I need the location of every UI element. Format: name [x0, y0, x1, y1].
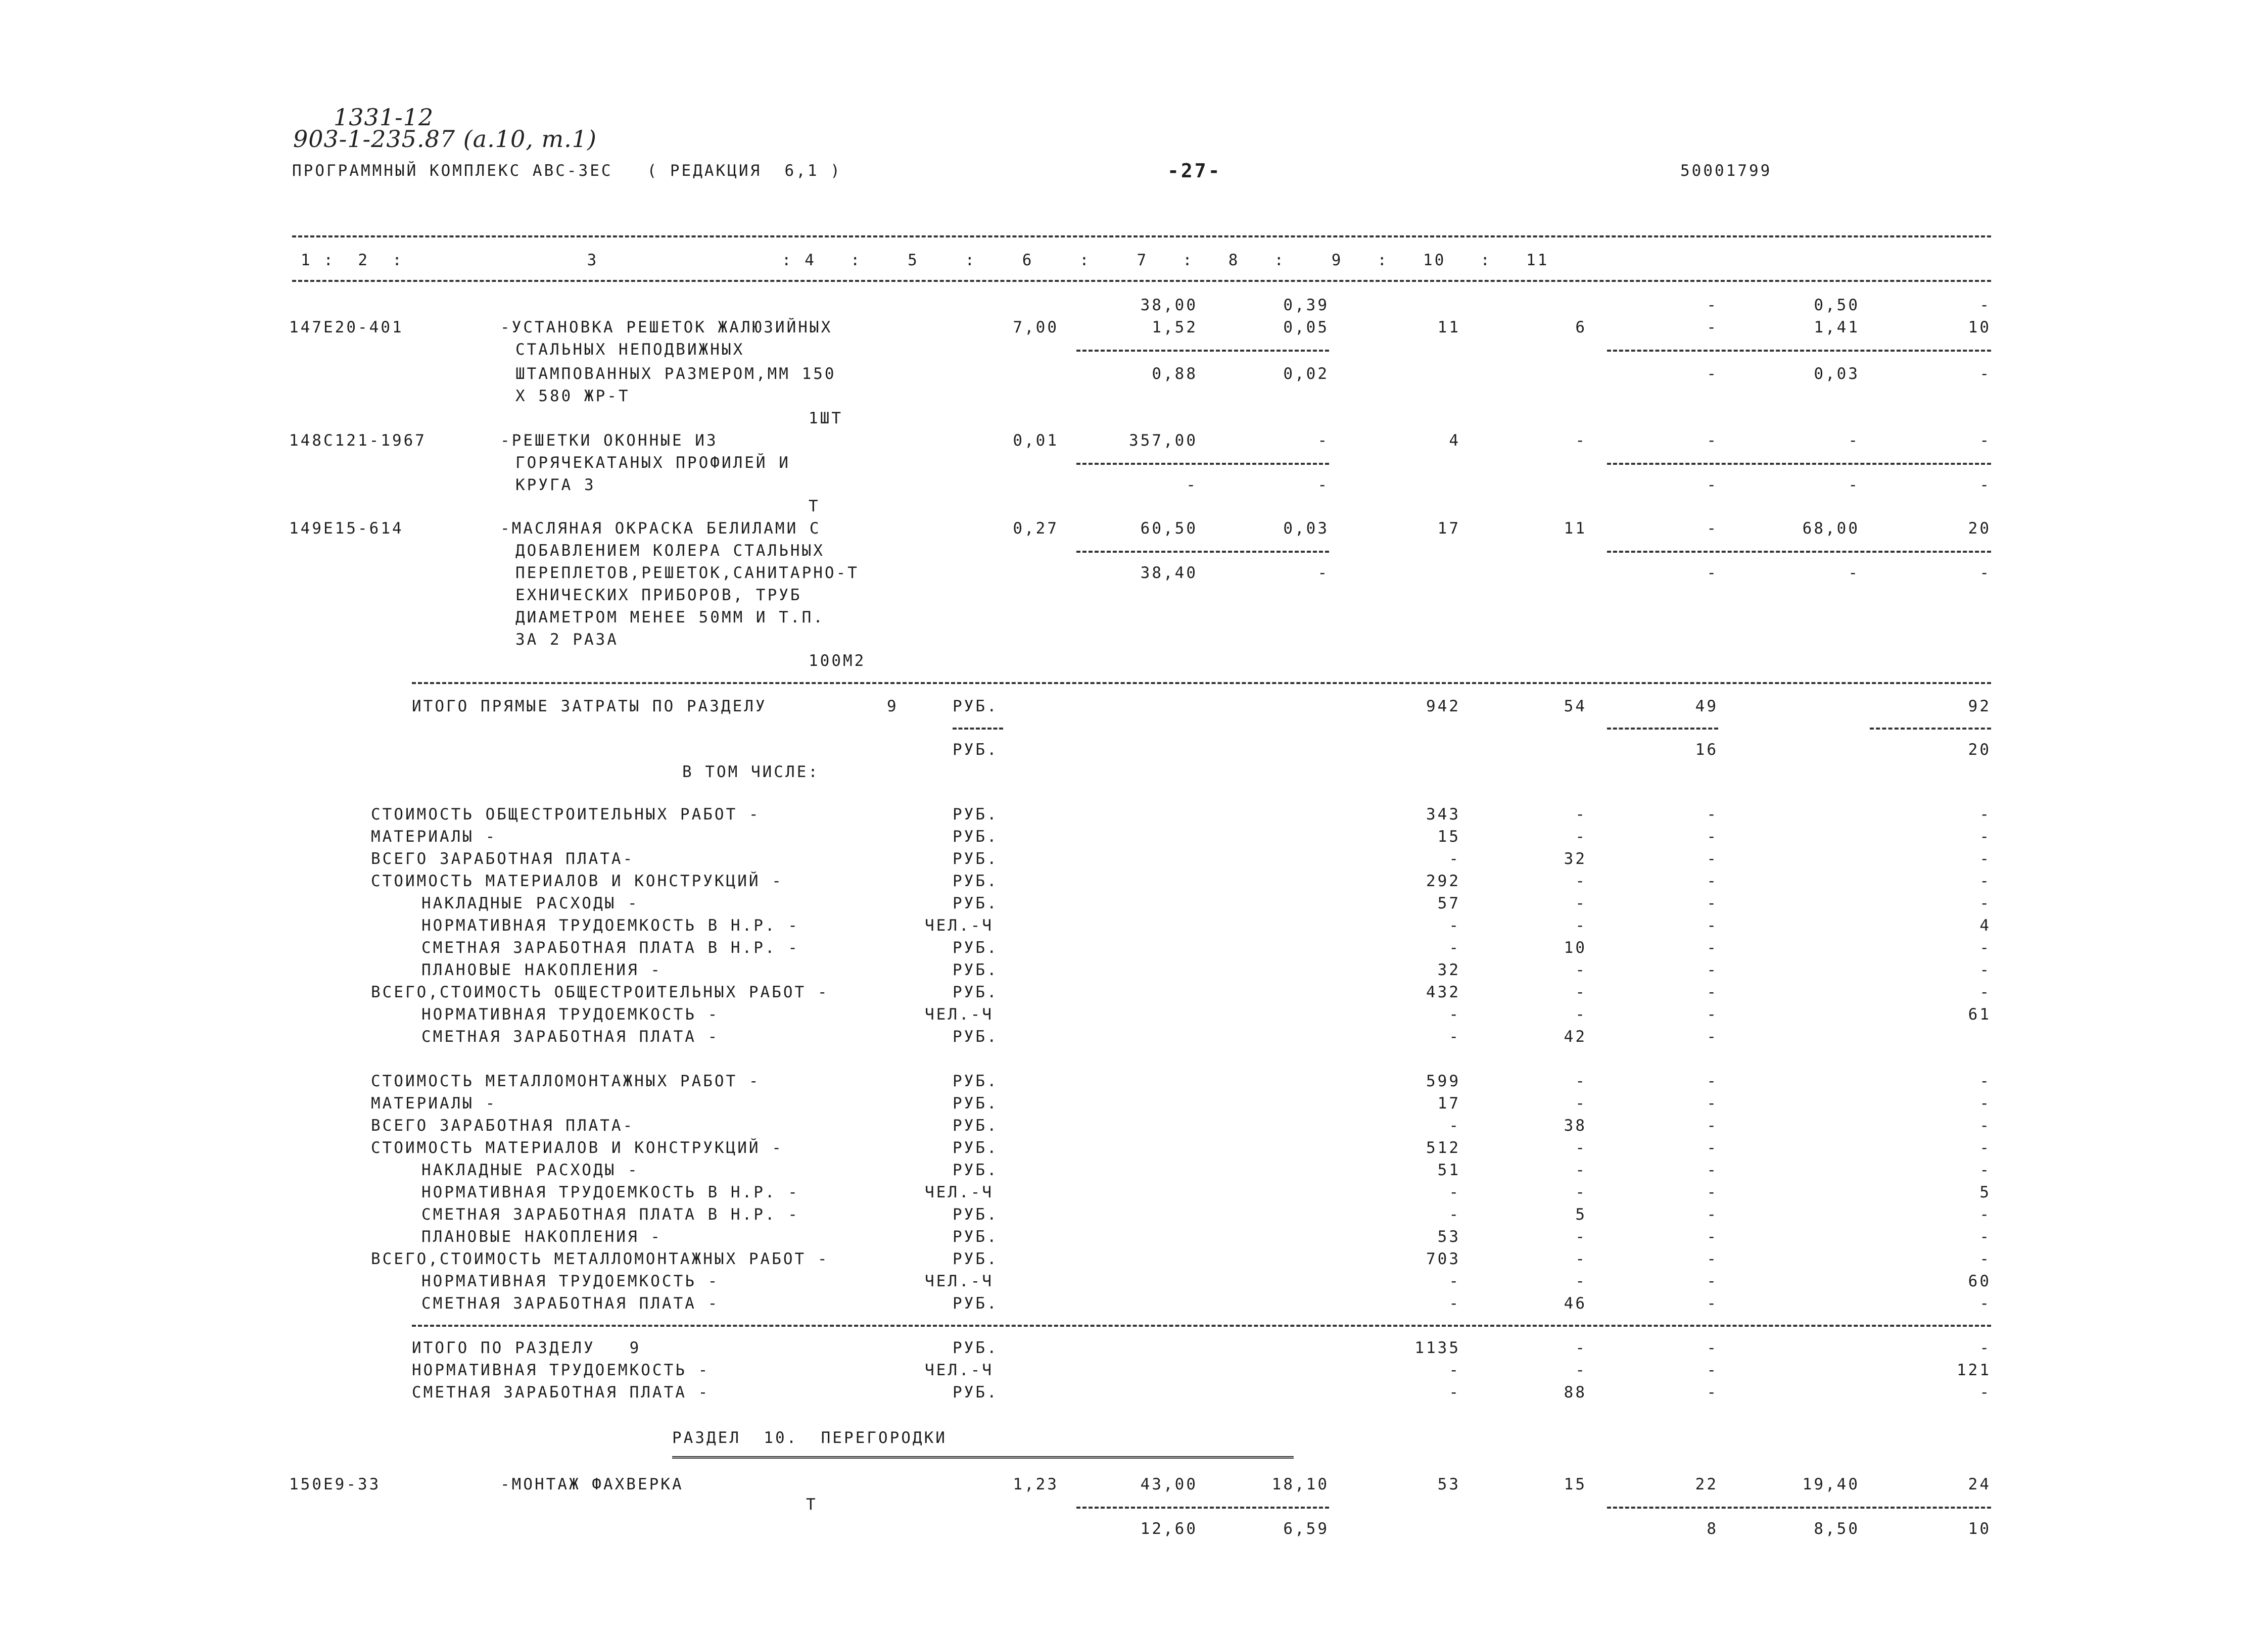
- column-header-row: 1 : 2 : 3 : 4 : 5 : 6 : 7 : 8 : 9 : 10 : 11: [301, 251, 1549, 269]
- item-name-line: КРУГА З: [515, 476, 596, 494]
- cell: -: [1707, 1139, 1718, 1157]
- row-label: НОРМАТИВНАЯ ТРУДОЕМКОСТЬ -: [421, 1005, 720, 1024]
- cell: 24: [1968, 1475, 1991, 1493]
- cell: 599: [1426, 1072, 1460, 1090]
- item-code: Е15-614: [323, 519, 404, 538]
- cell: -: [1979, 1072, 1991, 1090]
- cell: -: [1317, 564, 1329, 582]
- unit: РУБ.: [953, 983, 999, 1001]
- rule: [1076, 551, 1329, 553]
- cell: -: [1707, 1183, 1718, 1201]
- cell: 10: [1968, 318, 1991, 336]
- cell: -: [1707, 1005, 1718, 1024]
- cell: 60,50: [1140, 519, 1198, 538]
- cell: 54: [1564, 697, 1587, 715]
- cell: -: [1707, 1383, 1718, 1402]
- cell: -: [1707, 1094, 1718, 1113]
- row-label: НОРМАТИВНАЯ ТРУДОЕМКОСТЬ -: [412, 1361, 710, 1379]
- cell: -: [1575, 916, 1587, 935]
- cell: -: [1575, 894, 1587, 912]
- section-total-label: ИТОГО ПРЯМЫЕ ЗАТРАТЫ ПО РАЗДЕЛУ: [412, 697, 767, 715]
- cell: 17: [1437, 519, 1460, 538]
- cell: 19,40: [1802, 1475, 1860, 1493]
- row-label: СТОИМОСТЬ МЕТАЛЛОМОНТАЖНЫХ РАБОТ -: [371, 1072, 761, 1090]
- cell: -: [1575, 1183, 1587, 1201]
- item-name-line: ЕХНИЧЕСКИХ ПРИБОРОВ, ТРУБ: [515, 586, 802, 604]
- cell: 7,00: [1013, 318, 1059, 336]
- cell: 4: [1449, 431, 1460, 450]
- cell: -: [1707, 828, 1718, 846]
- cell: -: [1575, 1005, 1587, 1024]
- cell: -: [1449, 1183, 1460, 1201]
- cell: 0,27: [1013, 519, 1059, 538]
- item-unit: 1ШТ: [809, 409, 843, 427]
- cell: 68,00: [1802, 519, 1860, 538]
- cell: 32: [1437, 961, 1460, 979]
- item-number: 150: [289, 1475, 323, 1493]
- cell: -: [1848, 564, 1860, 582]
- cell: -: [1575, 1272, 1587, 1290]
- unit: РУБ.: [953, 1072, 999, 1090]
- cell: -: [1449, 1028, 1460, 1046]
- cell: 343: [1426, 805, 1460, 824]
- cell: 0,01: [1013, 431, 1059, 450]
- cell: -: [1707, 961, 1718, 979]
- cell: -: [1979, 1339, 1991, 1357]
- row-label: ПЛАНОВЫЕ НАКОПЛЕНИЯ -: [421, 1228, 662, 1246]
- cell: -: [1979, 1161, 1991, 1179]
- section-10-title: РАЗДЕЛ 10. ПЕРЕГОРОДКИ: [672, 1429, 947, 1447]
- row-label: СТОИМОСТЬ ОБЩЕСТРОИТЕЛЬНЫХ РАБОТ -: [371, 805, 761, 824]
- cell: -: [1979, 1205, 1991, 1224]
- cell: -: [1707, 1072, 1718, 1090]
- cell: -: [1575, 431, 1587, 450]
- cell: -: [1449, 1361, 1460, 1379]
- cell: -: [1186, 476, 1198, 494]
- cell: 11: [1437, 318, 1460, 336]
- unit: РУБ.: [953, 1139, 999, 1157]
- row-label: ВСЕГО,СТОИМОСТЬ МЕТАЛЛОМОНТАЖНЫХ РАБОТ -: [371, 1250, 829, 1268]
- cell: 92: [1968, 697, 1991, 715]
- cell: 1,52: [1152, 318, 1198, 336]
- unit: ЧЕЛ.-Ч: [925, 916, 994, 935]
- item-name-line: ЗА 2 РАЗА: [515, 631, 619, 649]
- unit: РУБ.: [953, 850, 999, 868]
- cell: 32: [1564, 850, 1587, 868]
- cell: -: [1707, 1294, 1718, 1313]
- row-label: СМЕТНАЯ ЗАРАБОТНАЯ ПЛАТА -: [421, 1294, 720, 1313]
- cell: 51: [1437, 1161, 1460, 1179]
- unit: РУБ.: [953, 741, 999, 759]
- cell: -: [1707, 872, 1718, 890]
- cell: -: [1449, 1005, 1460, 1024]
- cell: -: [1707, 1228, 1718, 1246]
- item-unit: Т: [809, 497, 820, 515]
- unit: ЧЕЛ.-Ч: [925, 1183, 994, 1201]
- cell: 0,03: [1814, 365, 1860, 383]
- unit: РУБ.: [953, 828, 999, 846]
- cell: 292: [1426, 872, 1460, 890]
- cell: 512: [1426, 1139, 1460, 1157]
- cell: -: [1449, 1383, 1460, 1402]
- cell: -: [1979, 296, 1991, 314]
- row-label: ПЛАНОВЫЕ НАКОПЛЕНИЯ -: [421, 961, 662, 979]
- item-name-line: -МОНТАЖ ФАХВЕРКА: [500, 1475, 684, 1493]
- cell: -: [1707, 805, 1718, 824]
- cell: -: [1979, 1228, 1991, 1246]
- cell: 0,39: [1283, 296, 1329, 314]
- cell: -: [1848, 476, 1860, 494]
- row-label: СМЕТНАЯ ЗАРАБОТНАЯ ПЛАТА -: [412, 1383, 710, 1402]
- rule: [1607, 1507, 1991, 1509]
- cell: 0,02: [1283, 365, 1329, 383]
- cell: 18,10: [1271, 1475, 1329, 1493]
- item-code: Е9-33: [323, 1475, 381, 1493]
- item-name-line: ДОБАВЛЕНИЕМ КОЛЕРА СТАЛЬНЫХ: [515, 542, 825, 560]
- cell: 20: [1968, 741, 1991, 759]
- cell: 8,50: [1814, 1520, 1860, 1538]
- unit: РУБ.: [953, 1383, 999, 1402]
- row-label: НАКЛАДНЫЕ РАСХОДЫ -: [421, 894, 639, 912]
- unit: ЧЕЛ.-Ч: [925, 1005, 994, 1024]
- unit: РУБ.: [953, 697, 999, 715]
- cell: 53: [1437, 1228, 1460, 1246]
- item-code: С121-1967: [323, 431, 427, 450]
- rule: [1607, 463, 1991, 465]
- rule: [1076, 1507, 1329, 1509]
- cell: -: [1317, 431, 1329, 450]
- cell: -: [1707, 1205, 1718, 1224]
- row-label: НОРМАТИВНАЯ ТРУДОЕМКОСТЬ В Н.Р. -: [421, 1183, 799, 1201]
- cell: -: [1449, 1294, 1460, 1313]
- cell: 4: [1979, 916, 1991, 935]
- cell: 10: [1968, 1520, 1991, 1538]
- cell: 22: [1695, 1475, 1718, 1493]
- item-name-line: Х 580 ЖР-Т: [515, 387, 630, 405]
- cell: 42: [1564, 1028, 1587, 1046]
- row-label: МАТЕРИАЛЫ -: [371, 1094, 497, 1113]
- cell: 20: [1968, 519, 1991, 538]
- cell: -: [1449, 850, 1460, 868]
- cell: -: [1979, 1139, 1991, 1157]
- document-code: 50001799: [1680, 162, 1772, 180]
- cell: -: [1979, 1094, 1991, 1113]
- cell: -: [1707, 916, 1718, 935]
- cell: -: [1575, 828, 1587, 846]
- rule: [1076, 350, 1329, 352]
- cell: -: [1575, 1250, 1587, 1268]
- cell: -: [1707, 850, 1718, 868]
- cell: 5: [1979, 1183, 1991, 1201]
- cell: -: [1707, 1028, 1718, 1046]
- unit: РУБ.: [953, 1250, 999, 1268]
- cell: -: [1979, 894, 1991, 912]
- cell: 0,05: [1283, 318, 1329, 336]
- unit: РУБ.: [953, 1161, 999, 1179]
- cell: -: [1979, 1383, 1991, 1402]
- unit: ЧЕЛ.-Ч: [925, 1361, 994, 1379]
- cell: 11: [1564, 519, 1587, 538]
- row-label: СМЕТНАЯ ЗАРАБОТНАЯ ПЛАТА В Н.Р. -: [421, 1205, 799, 1224]
- item-number: 148: [289, 431, 323, 450]
- unit: РУБ.: [953, 1094, 999, 1113]
- cell: 60: [1968, 1272, 1991, 1290]
- cell: 16: [1695, 741, 1718, 759]
- cell: 46: [1564, 1294, 1587, 1313]
- item-unit: Т: [806, 1495, 818, 1514]
- cell: -: [1979, 1294, 1991, 1313]
- cell: -: [1575, 805, 1587, 824]
- item-name-line: ДИАМЕТРОМ МЕНЕЕ 50ММ И Т.П.: [515, 608, 825, 626]
- cell: -: [1979, 828, 1991, 846]
- cell: 61: [1968, 1005, 1991, 1024]
- cell: 0,50: [1814, 296, 1860, 314]
- unit: РУБ.: [953, 1028, 999, 1046]
- unit: РУБ.: [953, 894, 999, 912]
- item-name-line: ГОРЯЧЕКАТАНЫХ ПРОФИЛЕЙ И: [515, 454, 790, 472]
- cell: -: [1707, 564, 1718, 582]
- including-label: В ТОМ ЧИСЛЕ:: [682, 763, 820, 781]
- cell: -: [1707, 1339, 1718, 1357]
- cell: -: [1707, 983, 1718, 1001]
- rule: [412, 1325, 1991, 1327]
- cell: -: [1979, 850, 1991, 868]
- cell: 5: [1575, 1205, 1587, 1224]
- cell: 17: [1437, 1094, 1460, 1113]
- row-label: НОРМАТИВНАЯ ТРУДОЕМКОСТЬ В Н.Р. -: [421, 916, 799, 935]
- row-label: ВСЕГО,СТОИМОСТЬ ОБЩЕСТРОИТЕЛЬНЫХ РАБОТ -: [371, 983, 829, 1001]
- cell: -: [1707, 318, 1718, 336]
- cell: 53: [1437, 1475, 1460, 1493]
- cell: -: [1979, 365, 1991, 383]
- cell: -: [1979, 431, 1991, 450]
- cell: -: [1707, 894, 1718, 912]
- cell: 49: [1695, 697, 1718, 715]
- cell: -: [1449, 939, 1460, 957]
- cell: -: [1707, 1272, 1718, 1290]
- item-name-line: СТАЛЬНЫХ НЕПОДВИЖНЫХ: [515, 341, 745, 359]
- cell: -: [1575, 1228, 1587, 1246]
- cell: -: [1575, 961, 1587, 979]
- row-label: СТОИМОСТЬ МАТЕРИАЛОВ И КОНСТРУКЦИЙ -: [371, 872, 783, 890]
- rule: [1607, 728, 1718, 730]
- cell: 38,00: [1140, 296, 1198, 314]
- cell: 432: [1426, 983, 1460, 1001]
- cell: 8: [1707, 1520, 1718, 1538]
- cell: 10: [1564, 939, 1587, 957]
- cell: -: [1707, 365, 1718, 383]
- cell: -: [1707, 519, 1718, 538]
- rule: [1076, 463, 1329, 465]
- cell: -: [1979, 1250, 1991, 1268]
- section-total-number: 9: [887, 697, 899, 715]
- unit: РУБ.: [953, 1205, 999, 1224]
- rule: [1870, 728, 1991, 730]
- cell: -: [1575, 1094, 1587, 1113]
- item-unit: 100М2: [809, 652, 866, 670]
- cell: 121: [1957, 1361, 1991, 1379]
- row-label: НОРМАТИВНАЯ ТРУДОЕМКОСТЬ -: [421, 1272, 720, 1290]
- cell: -: [1317, 476, 1329, 494]
- item-name-line: ПЕРЕПЛЕТОВ,РЕШЕТОК,САНИТАРНО-Т: [515, 564, 859, 582]
- cell: -: [1979, 476, 1991, 494]
- cell: -: [1575, 1339, 1587, 1357]
- cell: -: [1449, 1205, 1460, 1224]
- cell: 1,23: [1013, 1475, 1059, 1493]
- unit: РУБ.: [953, 872, 999, 890]
- unit: РУБ.: [953, 805, 999, 824]
- row-label: НАКЛАДНЫЕ РАСХОДЫ -: [421, 1161, 639, 1179]
- cell: -: [1707, 1361, 1718, 1379]
- cell: -: [1575, 1072, 1587, 1090]
- cell: -: [1979, 983, 1991, 1001]
- unit: РУБ.: [953, 961, 999, 979]
- item-number: 149: [289, 519, 323, 538]
- cell: 6: [1575, 318, 1587, 336]
- unit: РУБ.: [953, 1228, 999, 1246]
- rule: [672, 1456, 1294, 1459]
- cell: -: [1979, 1117, 1991, 1135]
- cell: 703: [1426, 1250, 1460, 1268]
- item-code: Е20-401: [323, 318, 404, 336]
- cell: 15: [1437, 828, 1460, 846]
- item-name-line: -РЕШЕТКИ ОКОННЫЕ ИЗ: [500, 431, 718, 450]
- cell: -: [1979, 872, 1991, 890]
- cell: 357,00: [1129, 431, 1198, 450]
- cell: 15: [1564, 1475, 1587, 1493]
- rule: [412, 682, 1991, 684]
- handwritten-note-1: 1331-12: [334, 104, 434, 131]
- cell: 1135: [1414, 1339, 1460, 1357]
- rule: [1607, 551, 1991, 553]
- cell: -: [1449, 1272, 1460, 1290]
- rule: [292, 235, 1991, 237]
- cell: -: [1979, 564, 1991, 582]
- rule: [953, 728, 1003, 730]
- cell: -: [1575, 1361, 1587, 1379]
- cell: -: [1449, 916, 1460, 935]
- cell: 12,60: [1140, 1520, 1198, 1538]
- cell: 38: [1564, 1117, 1587, 1135]
- row-label: ИТОГО ПО РАЗДЕЛУ 9: [412, 1339, 641, 1357]
- program-header: ПРОГРАММНЫЙ КОМПЛЕКС АВС-3ЕС ( РЕДАКЦИЯ 6,1 ): [292, 162, 842, 180]
- item-name-line: ШТАМПОВАННЫХ РАЗМЕРОМ,ММ 150: [515, 365, 836, 383]
- handwritten-note-2: 903-1-235.87 (a.10, т.1): [293, 125, 597, 153]
- cell: 0,88: [1152, 365, 1198, 383]
- unit: РУБ.: [953, 939, 999, 957]
- cell: 942: [1426, 697, 1460, 715]
- cell: -: [1979, 961, 1991, 979]
- cell: 0,03: [1283, 519, 1329, 538]
- cell: -: [1707, 476, 1718, 494]
- cell: -: [1575, 1139, 1587, 1157]
- row-label: СТОИМОСТЬ МАТЕРИАЛОВ И КОНСТРУКЦИЙ -: [371, 1139, 783, 1157]
- item-name-line: -МАСЛЯНАЯ ОКРАСКА БЕЛИЛАМИ С: [500, 519, 821, 538]
- cell: -: [1707, 296, 1718, 314]
- unit: ЧЕЛ.-Ч: [925, 1272, 994, 1290]
- row-label: ВСЕГО ЗАРАБОТНАЯ ПЛАТА-: [371, 1117, 635, 1135]
- cell: -: [1575, 1161, 1587, 1179]
- cell: -: [1979, 939, 1991, 957]
- cell: -: [1979, 805, 1991, 824]
- row-label: ВСЕГО ЗАРАБОТНАЯ ПЛАТА-: [371, 850, 635, 868]
- cell: 43,00: [1140, 1475, 1198, 1493]
- item-name-line: -УСТАНОВКА РЕШЕТОК ЖАЛЮЗИЙНЫХ: [500, 318, 833, 336]
- unit: РУБ.: [953, 1294, 999, 1313]
- cell: -: [1449, 1117, 1460, 1135]
- cell: 88: [1564, 1383, 1587, 1402]
- cell: -: [1707, 939, 1718, 957]
- row-label: СМЕТНАЯ ЗАРАБОТНАЯ ПЛАТА В Н.Р. -: [421, 939, 799, 957]
- rule: [1607, 350, 1991, 352]
- cell: -: [1707, 1161, 1718, 1179]
- cell: -: [1707, 431, 1718, 450]
- cell: 6,59: [1283, 1520, 1329, 1538]
- row-label: МАТЕРИАЛЫ -: [371, 828, 497, 846]
- cell: -: [1707, 1250, 1718, 1268]
- cell: 38,40: [1140, 564, 1198, 582]
- cell: -: [1575, 983, 1587, 1001]
- unit: РУБ.: [953, 1339, 999, 1357]
- cell: -: [1848, 431, 1860, 450]
- cell: -: [1707, 1117, 1718, 1135]
- row-label: СМЕТНАЯ ЗАРАБОТНАЯ ПЛАТА -: [421, 1028, 720, 1046]
- rule: [292, 280, 1991, 282]
- cell: 1,41: [1814, 318, 1860, 336]
- cell: -: [1575, 872, 1587, 890]
- page-number: -27-: [1167, 160, 1222, 182]
- item-number: 147: [289, 318, 323, 336]
- unit: РУБ.: [953, 1117, 999, 1135]
- cell: 57: [1437, 894, 1460, 912]
